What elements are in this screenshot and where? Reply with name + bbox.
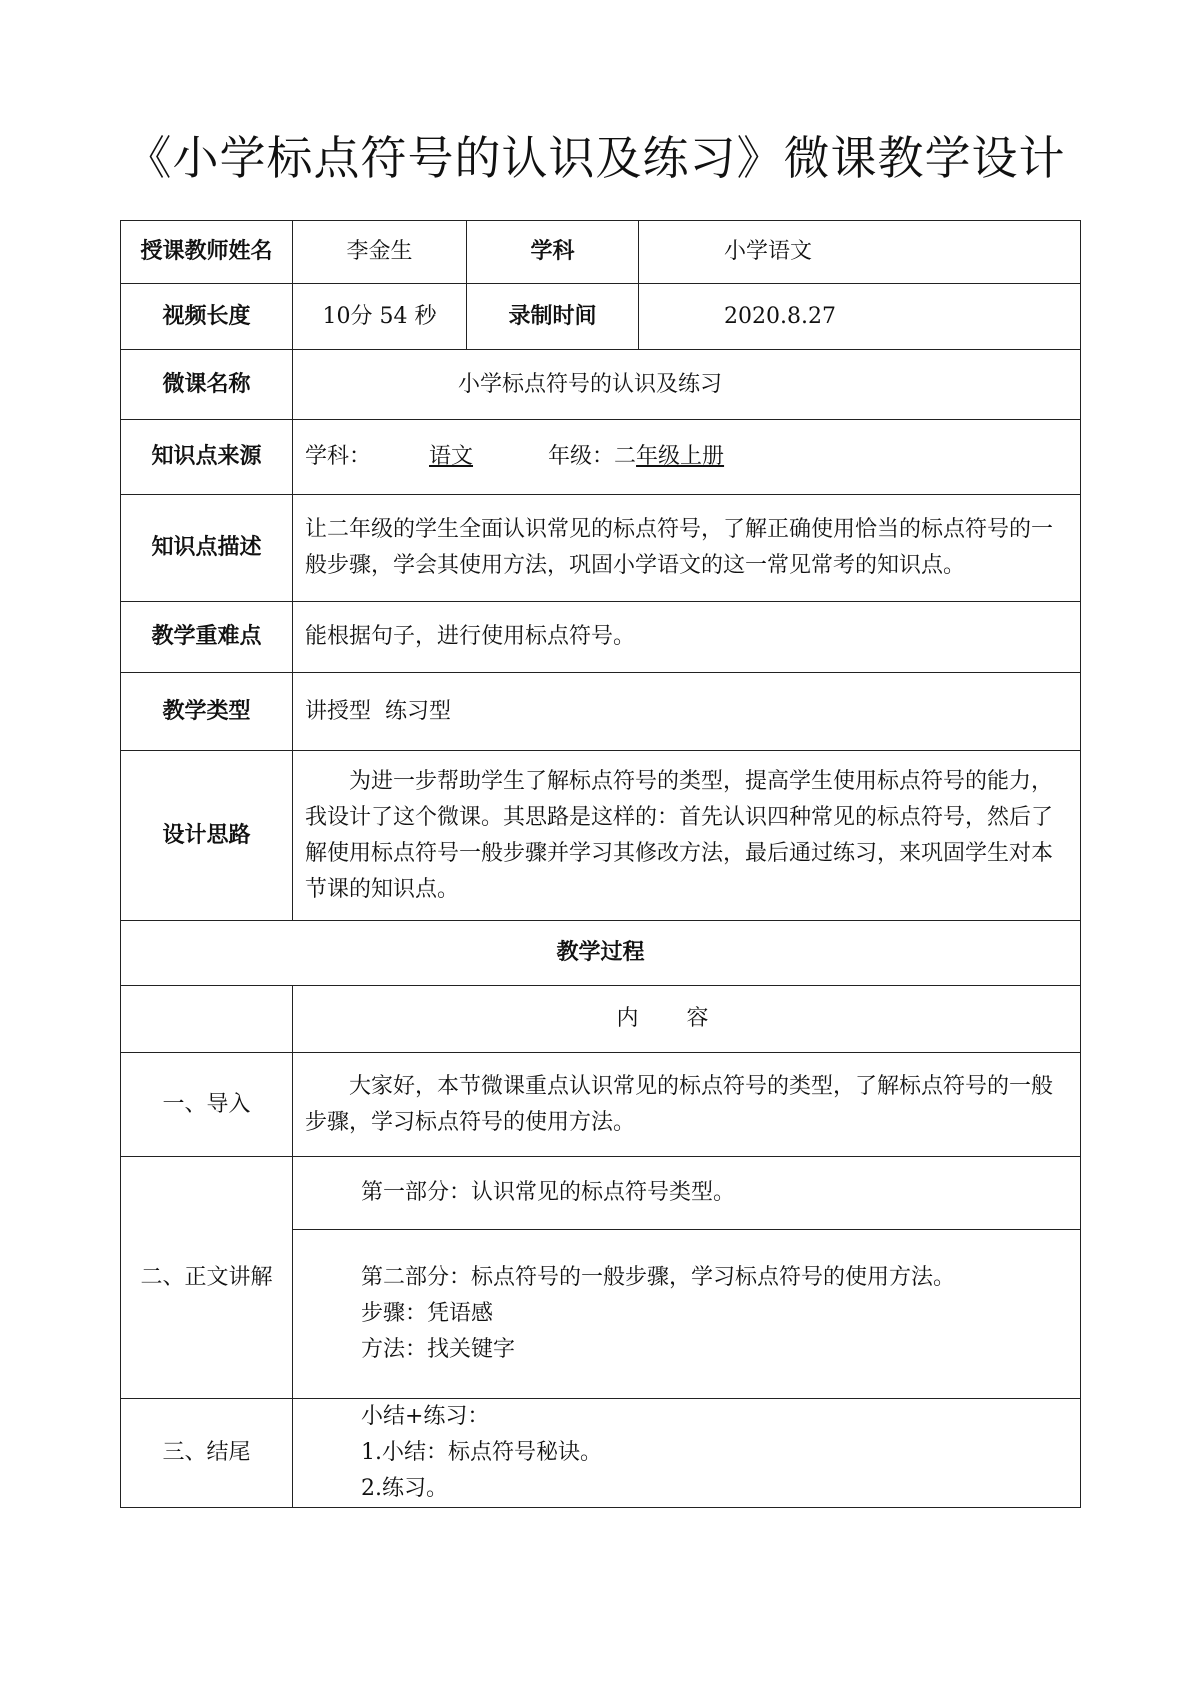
difficulty-label: 教学重难点 xyxy=(121,602,293,673)
content-header-blank xyxy=(121,986,293,1053)
subject-value: 小学语文 xyxy=(639,221,1081,284)
lesson-design-table xyxy=(120,220,1081,1508)
part2-line: 步骤：凭语感 xyxy=(361,1301,494,1326)
body-part1: 第一部分：认识常见的标点符号类型。 xyxy=(293,1157,1081,1230)
source-label: 知识点来源 xyxy=(121,420,293,495)
row-ending xyxy=(121,1399,1081,1508)
row-teaching-type xyxy=(121,673,1081,751)
row-course-name xyxy=(121,350,1081,420)
difficulty-value: 能根据句子，进行使用标点符号。 xyxy=(293,602,1081,673)
design-value: 为进一步帮助学生了解标点符号的类型，提高学生使用标点符号的能力，我设计了这个微课。其思路是这样的：首先认识四种常见的标点符号，然后了解使用标点符号一般步骤并学习其修改方法，最后通过练习，来巩固学生对本节课的知识点。 xyxy=(293,751,1081,921)
body-part2 xyxy=(293,1230,1081,1399)
row-teacher xyxy=(121,221,1081,284)
row-source xyxy=(121,420,1081,495)
row-content-header xyxy=(121,986,1081,1053)
subject-label: 学科 xyxy=(467,221,639,284)
teacher-value: 李金生 xyxy=(293,221,467,284)
source-subject-prefix: 学科： xyxy=(305,444,372,469)
course-name-value: 小学标点符号的认识及练习 xyxy=(293,350,1081,420)
ending-line: 小结+练习： xyxy=(361,1404,490,1429)
source-value xyxy=(293,420,1081,495)
duration-label: 视频长度 xyxy=(121,284,293,350)
description-label: 知识点描述 xyxy=(121,495,293,602)
process-header: 教学过程 xyxy=(121,921,1081,986)
row-intro xyxy=(121,1053,1081,1157)
ending-label: 三、结尾 xyxy=(121,1399,293,1508)
source-grade-first: 二 xyxy=(614,444,637,469)
content-header: 内容 xyxy=(293,986,1081,1053)
ending-line: 1.小结：标点符号秘诀。 xyxy=(361,1440,602,1465)
design-label: 设计思路 xyxy=(121,751,293,921)
teacher-label: 授课教师姓名 xyxy=(121,221,293,284)
row-design xyxy=(121,751,1081,921)
ending-line: 2.练习。 xyxy=(361,1476,448,1501)
teaching-type-value: 讲授型 练习型 xyxy=(293,673,1081,751)
row-body-part1 xyxy=(121,1157,1081,1230)
intro-value: 大家好，本节微课重点认识常见的标点符号的类型，了解标点符号的一般步骤，学习标点符号的使用方法。 xyxy=(293,1053,1081,1157)
row-duration xyxy=(121,284,1081,350)
row-process-header xyxy=(121,921,1081,986)
body-label: 二、正文讲解 xyxy=(121,1157,293,1399)
row-difficulty xyxy=(121,602,1081,673)
ending-value xyxy=(293,1399,1081,1508)
duration-value: 10分 54 秒 xyxy=(293,284,467,350)
intro-label: 一、导入 xyxy=(121,1053,293,1157)
part2-line: 方法：找关键字 xyxy=(361,1337,516,1362)
document-title: 《小学标点符号的认识及练习》微课教学设计 xyxy=(125,131,1066,185)
teaching-type-label: 教学类型 xyxy=(121,673,293,751)
source-subject-value: 语文 xyxy=(429,444,474,469)
row-description xyxy=(121,495,1081,602)
source-grade-prefix: 年级： xyxy=(548,444,615,469)
part2-line: 第二部分：标点符号的一般步骤，学习标点符号的使用方法。 xyxy=(361,1265,956,1290)
course-name-label: 微课名称 xyxy=(121,350,293,420)
description-value: 让二年级的学生全面认识常见的标点符号，了解正确使用恰当的标点符号的一般步骤，学会其使用方法，巩固小学语文的这一常见常考的知识点。 xyxy=(293,495,1081,602)
record-time-label: 录制时间 xyxy=(467,284,639,350)
source-grade-value: 年级上册 xyxy=(636,444,725,469)
record-time-value: 2020.8.27 xyxy=(639,284,1081,350)
